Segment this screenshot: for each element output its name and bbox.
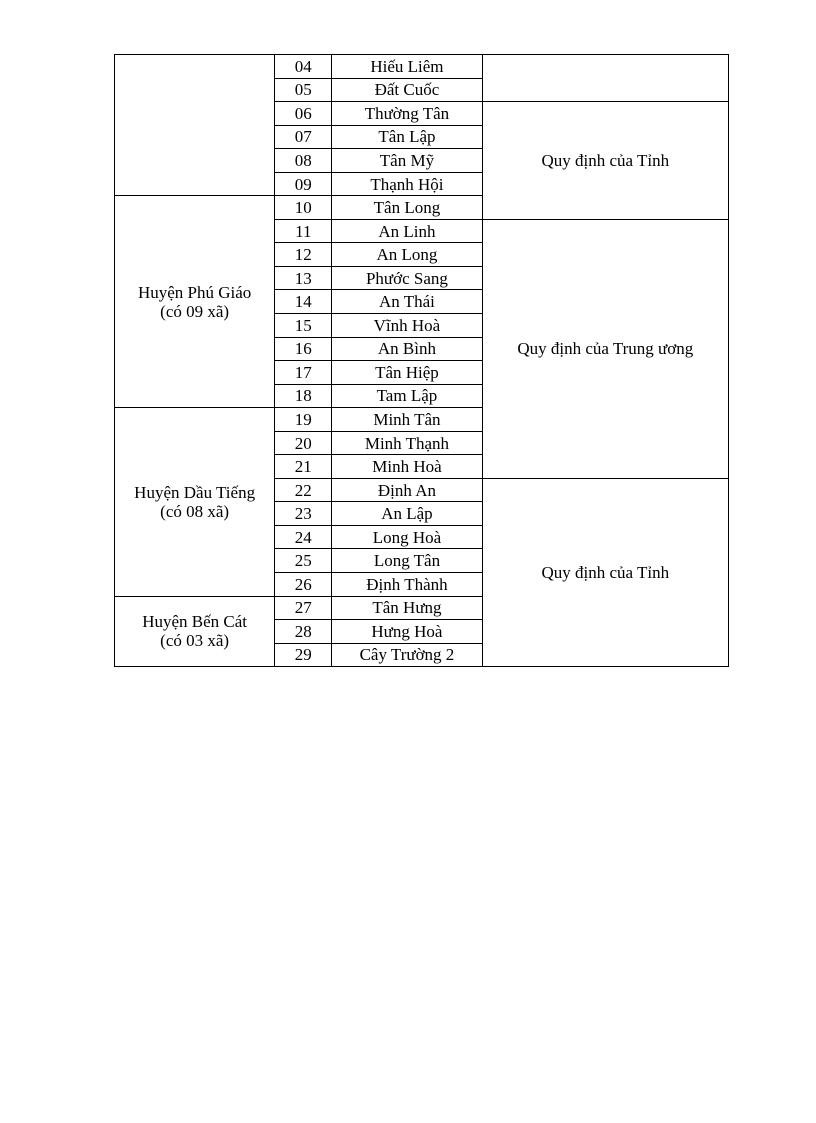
commune-number: 09 <box>275 172 332 196</box>
commune-name: Hưng Hoà <box>332 620 482 644</box>
note-cell: Quy định của Tỉnh <box>482 478 728 666</box>
commune-name: Minh Tân <box>332 408 482 432</box>
note-cell: Quy định của Tỉnh <box>482 102 728 220</box>
commune-name: Tân Long <box>332 196 482 220</box>
commune-number: 24 <box>275 525 332 549</box>
commune-number: 08 <box>275 149 332 173</box>
commune-name: Minh Hoà <box>332 455 482 479</box>
commune-number: 12 <box>275 243 332 267</box>
commune-name: An Thái <box>332 290 482 314</box>
commune-name: Minh Thạnh <box>332 431 482 455</box>
commune-number: 04 <box>275 55 332 79</box>
commune-name: Định Thành <box>332 573 482 597</box>
commune-number: 17 <box>275 361 332 385</box>
commune-number: 25 <box>275 549 332 573</box>
commune-number: 13 <box>275 266 332 290</box>
commune-number: 20 <box>275 431 332 455</box>
commune-name: Định An <box>332 478 482 502</box>
note-cell: Quy định của Trung ương <box>482 219 728 478</box>
commune-number: 06 <box>275 102 332 126</box>
commune-number: 21 <box>275 455 332 479</box>
commune-number: 16 <box>275 337 332 361</box>
commune-name: Tân Lập <box>332 125 482 149</box>
commune-name: An Long <box>332 243 482 267</box>
commune-name: Thạnh Hội <box>332 172 482 196</box>
commune-number: 29 <box>275 643 332 667</box>
district-cell-previous <box>115 55 275 196</box>
commune-number: 23 <box>275 502 332 526</box>
commune-name: Tam Lập <box>332 384 482 408</box>
note-cell <box>482 55 728 102</box>
commune-number: 26 <box>275 573 332 597</box>
commune-number: 14 <box>275 290 332 314</box>
district-count: (có 09 xã) <box>160 301 230 321</box>
commune-number: 22 <box>275 478 332 502</box>
commune-name: Tân Mỹ <box>332 149 482 173</box>
commune-number: 19 <box>275 408 332 432</box>
commune-number: 10 <box>275 196 332 220</box>
district-name: Huyện Phú Giáo <box>137 282 252 302</box>
commune-name: Thường Tân <box>332 102 482 126</box>
commune-name: An Bình <box>332 337 482 361</box>
commune-number: 28 <box>275 620 332 644</box>
district-name: Huyện Dầu Tiếng <box>134 482 256 502</box>
commune-number: 07 <box>275 125 332 149</box>
commune-name: Tân Hưng <box>332 596 482 620</box>
commune-name: Vĩnh Hoà <box>332 314 482 338</box>
district-name: Huyện Bến Cát <box>142 612 248 632</box>
district-count: (có 08 xã) <box>160 501 230 521</box>
commune-name: Phước Sang <box>332 266 482 290</box>
commune-number: 18 <box>275 384 332 408</box>
district-cell <box>115 596 275 667</box>
district-cell <box>115 408 275 596</box>
commune-number: 15 <box>275 314 332 338</box>
commune-number: 05 <box>275 78 332 102</box>
commune-name: Long Hoà <box>332 525 482 549</box>
commune-table <box>114 54 729 667</box>
commune-name: Đất Cuốc <box>332 78 482 102</box>
commune-name: Tân Hiệp <box>332 361 482 385</box>
commune-name: An Lập <box>332 502 482 526</box>
commune-name: Hiếu Liêm <box>332 55 482 79</box>
commune-name: Long Tân <box>332 549 482 573</box>
district-cell <box>115 196 275 408</box>
table-row <box>115 55 729 79</box>
district-count: (có 03 xã) <box>160 631 230 651</box>
commune-number: 11 <box>275 219 332 243</box>
commune-name: Cây Trường 2 <box>332 643 482 667</box>
commune-name: An Linh <box>332 219 482 243</box>
commune-number: 27 <box>275 596 332 620</box>
